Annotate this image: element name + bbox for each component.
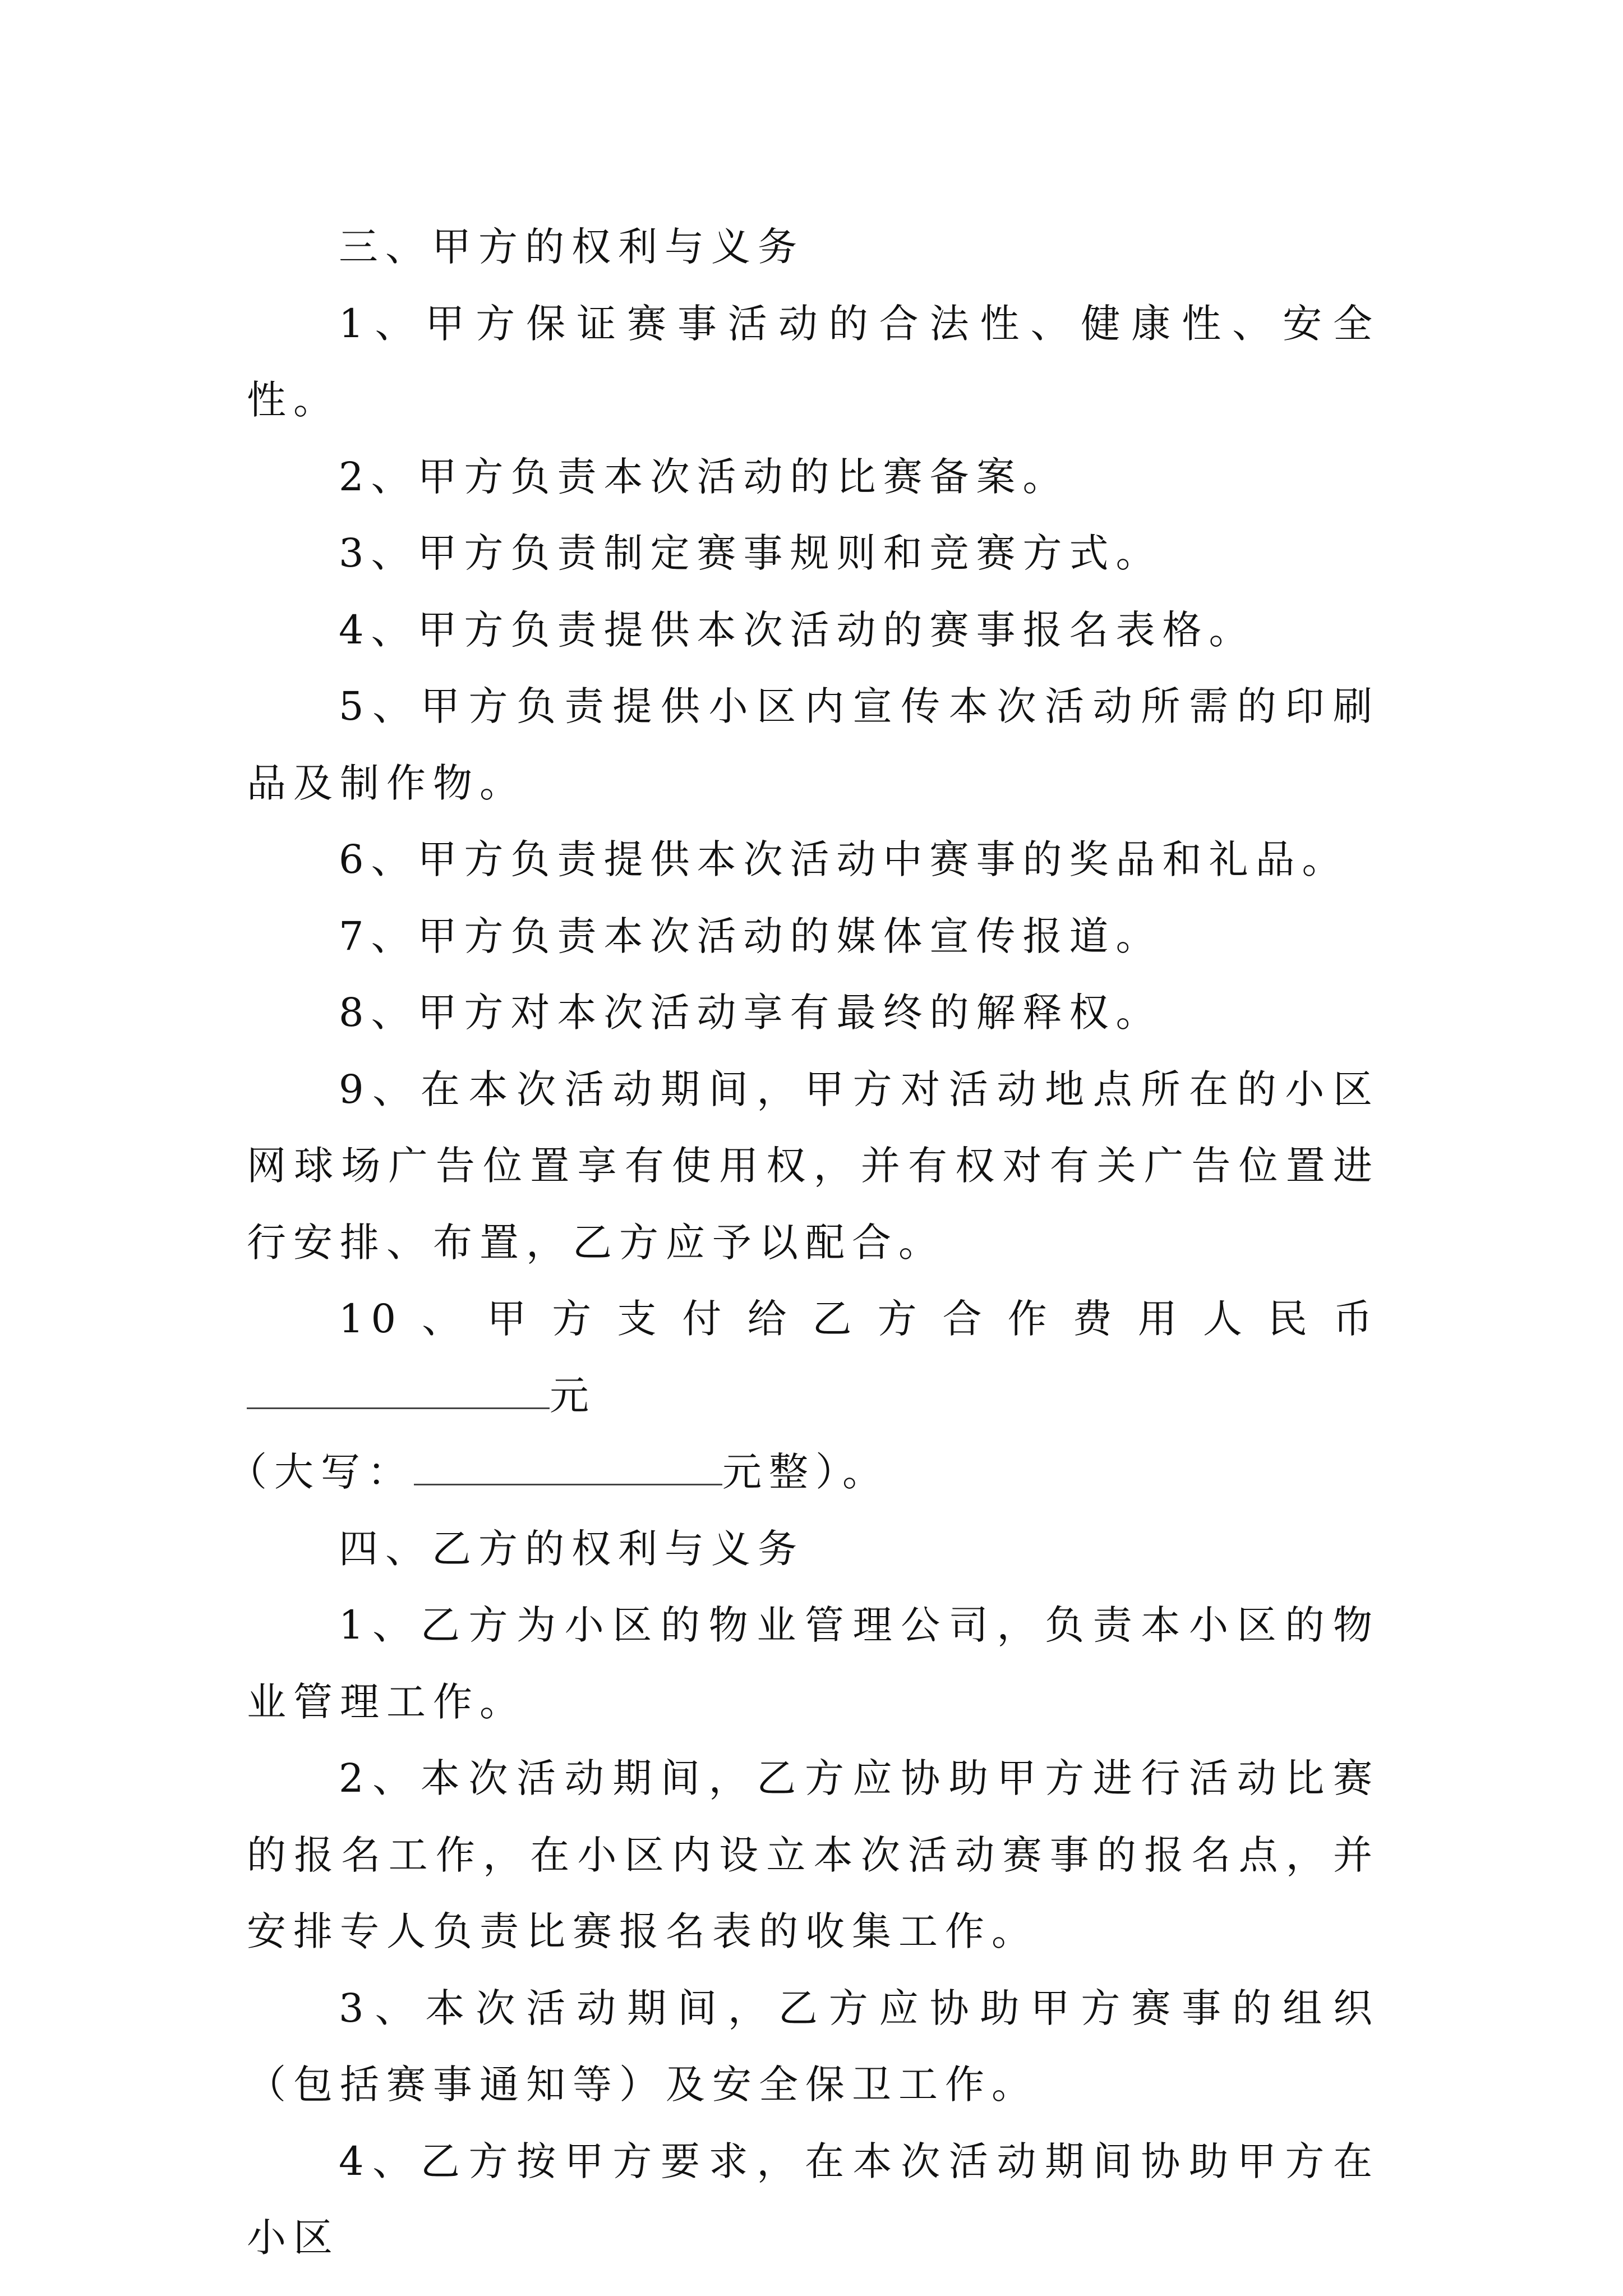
section-3-item-4: 4、甲方负责提供本次活动的赛事报名表格。 [339,606,1256,653]
section-3-item-2: 2、甲方负责本次活动的比赛备案。 [339,453,1069,500]
section-3-item-10 [247,1281,1380,1434]
section-3-item-6: 6、甲方负责提供本次活动中赛事的奖品和礼品。 [339,836,1349,882]
section-3-item-8: 8、甲方对本次活动享有最终的解释权。 [339,990,1163,1036]
section-4-item-2: 2、本次活动期间，乙方应协助甲方进行活动比赛的报名工作，在小区内设立本次活动赛事的报名点，并安排专人负责比赛报名表的收集工作。 [247,1755,1380,1954]
item-10-prefix: 10、甲方支付给乙方合作费用人民币 [339,1296,1380,1342]
item-10-unit: 元 [550,1372,596,1419]
section-4-item-4: 4、乙方按甲方要求，在本次活动期间协助甲方在小区 [247,2138,1380,2261]
section-4-item-3: 3、本次活动期间，乙方应协助甲方赛事的组织（包括赛事通知等）及安全保卫工作。 [247,1985,1380,2108]
caps-close: 元整）。 [722,1449,889,1495]
section-3-item-1: 1、甲方保证赛事活动的合法性、健康性、安全性。 [247,300,1380,423]
section-3-item-7: 7、甲方负责本次活动的媒体宣传报道。 [339,913,1163,959]
section-3-item-3: 3、甲方负责制定赛事规则和竞赛方式。 [339,530,1163,576]
caps-open: （大写： [228,1449,414,1495]
amount-blank [247,1365,550,1409]
section-4-heading: 四、乙方的权利与义务 [339,1525,804,1572]
section-3-item-5: 5、甲方负责提供小区内宣传本次活动所需的印刷品及制作物。 [247,683,1380,806]
amount-caps-blank [414,1441,722,1485]
section-3-item-10-caps [228,1434,1380,1511]
section-3-item-9: 9、在本次活动期间，甲方对活动地点所在的小区网球场广告位置享有使用权，并有权对有关广告位置进行安排、布置，乙方应予以配合。 [247,1066,1380,1266]
document-body [228,209,1380,2276]
section-4-item-1: 1、乙方为小区的物业管理公司，负责本小区的物业管理工作。 [247,1602,1380,1725]
section-3-heading: 三、甲方的权利与义务 [339,224,804,270]
